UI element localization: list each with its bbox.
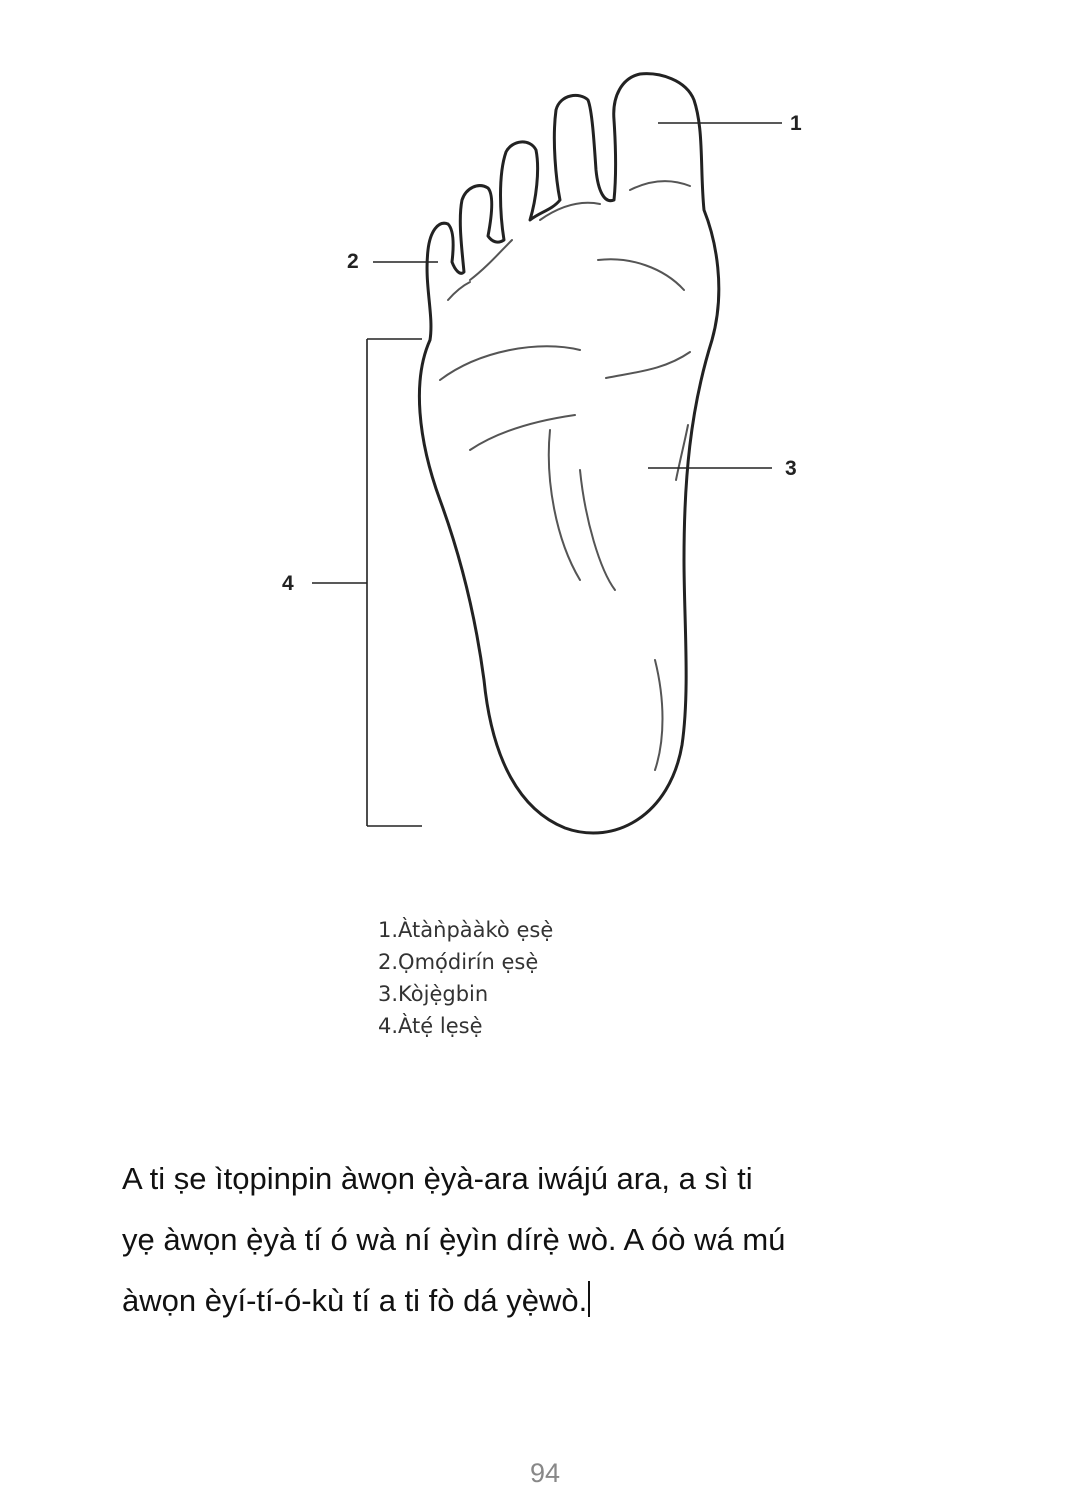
paragraph-line: A ti ṣe ìtọpinpin àwọn ẹ̀yà-ara iwájú ara, a sì ti [122,1161,753,1196]
legend-index: 3. [378,982,399,1006]
legend-index: 1. [378,918,399,942]
callout-number-3: 3 [785,457,797,480]
diagram-legend [378,914,553,1042]
legend-index: 4. [378,1014,399,1038]
callout-number-1: 1 [790,112,802,135]
legend-label: Ọmọ́dirín ẹsẹ̀ [398,950,539,974]
paragraph-line-text: àwọn èyí-tí-ó-kù tí a ti fò dá yẹ̀wò. [122,1283,588,1318]
text-cursor [588,1281,590,1317]
paragraph-line: yẹ àwọn ẹ̀yà tí ó wà ní ẹ̀yìn dírẹ̀ wò. A óò wá mú [122,1222,786,1257]
foot-outline [419,74,718,833]
paragraph-line-last [122,1270,882,1331]
body-paragraph[interactable] [122,1148,882,1331]
legend-label: Àtẹ́ lẹsẹ̀ [398,1014,483,1038]
callout-number-4: 4 [282,572,294,595]
legend-item [378,1010,553,1042]
sole-creases [440,181,690,770]
legend-item [378,978,553,1010]
callout-number-2: 2 [347,250,359,273]
legend-item [378,914,553,946]
legend-label: Kòjẹ̀gbin [398,982,489,1006]
legend-index: 2. [378,950,399,974]
legend-label: Àtàǹpààkò ẹsẹ̀ [398,918,554,942]
legend-item [378,946,553,978]
page-number: 94 [529,1458,561,1488]
